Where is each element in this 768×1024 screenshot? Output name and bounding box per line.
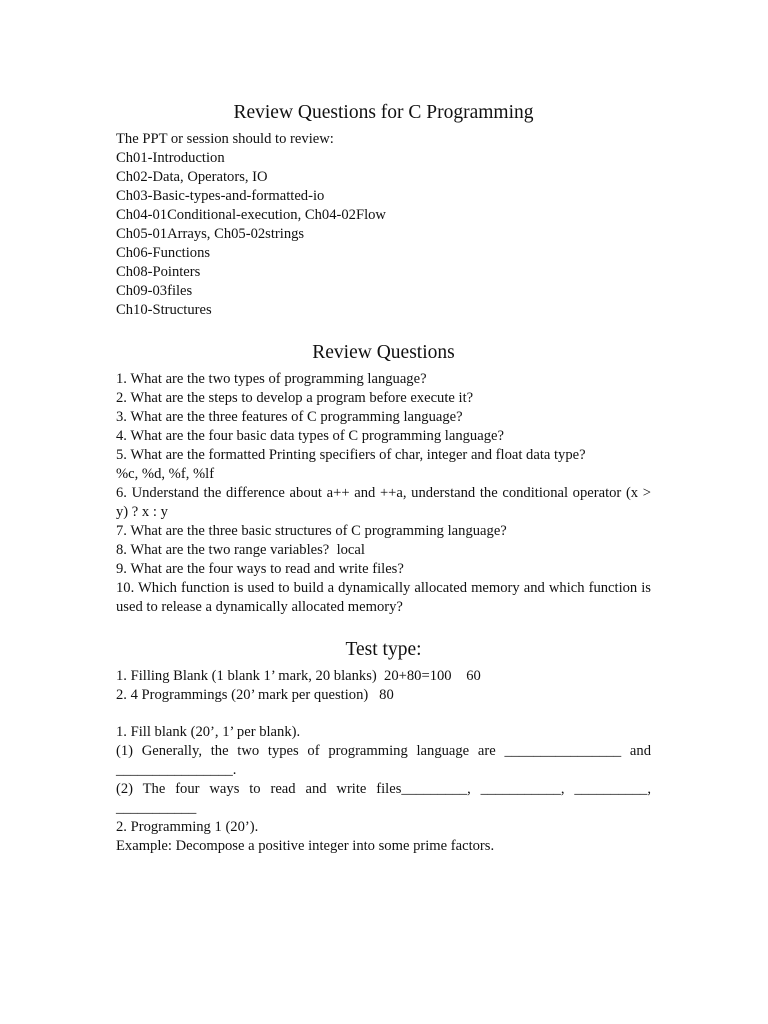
question-1: 1. What are the two types of programming language? bbox=[116, 371, 427, 387]
question-9: 9. What are the four ways to read and write files? bbox=[116, 561, 404, 577]
chapter-item: Ch01-Introduction bbox=[116, 150, 225, 166]
test-type-heading: Test type: bbox=[345, 639, 422, 660]
chapter-item: Ch06-Functions bbox=[116, 245, 211, 261]
chapter-item: Ch04-01Conditional-execution, Ch04-02Flow bbox=[116, 207, 386, 223]
page-title: Review Questions for C Programming bbox=[233, 102, 534, 123]
question-8: 8. What are the two range variables? local bbox=[116, 542, 365, 558]
programming-example: Example: Decompose a positive integer into some prime factors. bbox=[116, 838, 495, 854]
fill-blank-title: 1. Fill blank (20’, 1’ per blank). bbox=[116, 724, 301, 740]
test-type-2: 2. 4 Programmings (20’ mark per question) 80 bbox=[116, 687, 394, 703]
question-5: 5. What are the formatted Printing specifiers of char, integer and float data type? bbox=[116, 447, 586, 463]
chapter-item: Ch10-Structures bbox=[116, 302, 212, 318]
question-5-answer: %c, %d, %f, %lf bbox=[116, 466, 215, 482]
chapter-item: Ch08-Pointers bbox=[116, 264, 201, 280]
spacer bbox=[116, 705, 651, 723]
question-7: 7. What are the three basic structures of C programming language? bbox=[116, 523, 507, 539]
programming-section bbox=[116, 818, 651, 856]
question-6: 6. Understand the difference about a++ and ++a, understand the conditional operator (x > y) ? x : y bbox=[116, 485, 655, 520]
test-type-list bbox=[116, 667, 651, 705]
chapter-list bbox=[116, 149, 651, 320]
review-questions-heading: Review Questions bbox=[312, 342, 455, 363]
question-3: 3. What are the three features of C programming language? bbox=[116, 409, 463, 425]
programming-title: 2. Programming 1 (20’). bbox=[116, 819, 259, 835]
document-page bbox=[116, 100, 655, 856]
test-type-1: 1. Filling Blank (1 blank 1’ mark, 20 blanks) 20+80=100 60 bbox=[116, 668, 481, 684]
fill-blank-item-1: (1) Generally, the two types of programming language are ________________ and ________________. bbox=[116, 743, 655, 778]
fill-blank-section bbox=[116, 723, 655, 818]
chapter-item: Ch02-Data, Operators, IO bbox=[116, 169, 268, 185]
question-2: 2. What are the steps to develop a program before execute it? bbox=[116, 390, 474, 406]
intro-text: The PPT or session should to review: bbox=[116, 131, 334, 147]
question-4: 4. What are the four basic data types of C programming language? bbox=[116, 428, 504, 444]
question-list bbox=[116, 370, 655, 617]
chapter-item: Ch03-Basic-types-and-formatted-io bbox=[116, 188, 325, 204]
fill-blank-item-2: (2) The four ways to read and write files_________, ___________, __________, ___________ bbox=[116, 781, 655, 816]
chapter-item: Ch05-01Arrays, Ch05-02strings bbox=[116, 226, 305, 242]
question-10: 10. Which function is used to build a dynamically allocated memory and which function is used to release a dynamically allocated memory? bbox=[116, 580, 655, 615]
chapter-item: Ch09-03files bbox=[116, 283, 193, 299]
